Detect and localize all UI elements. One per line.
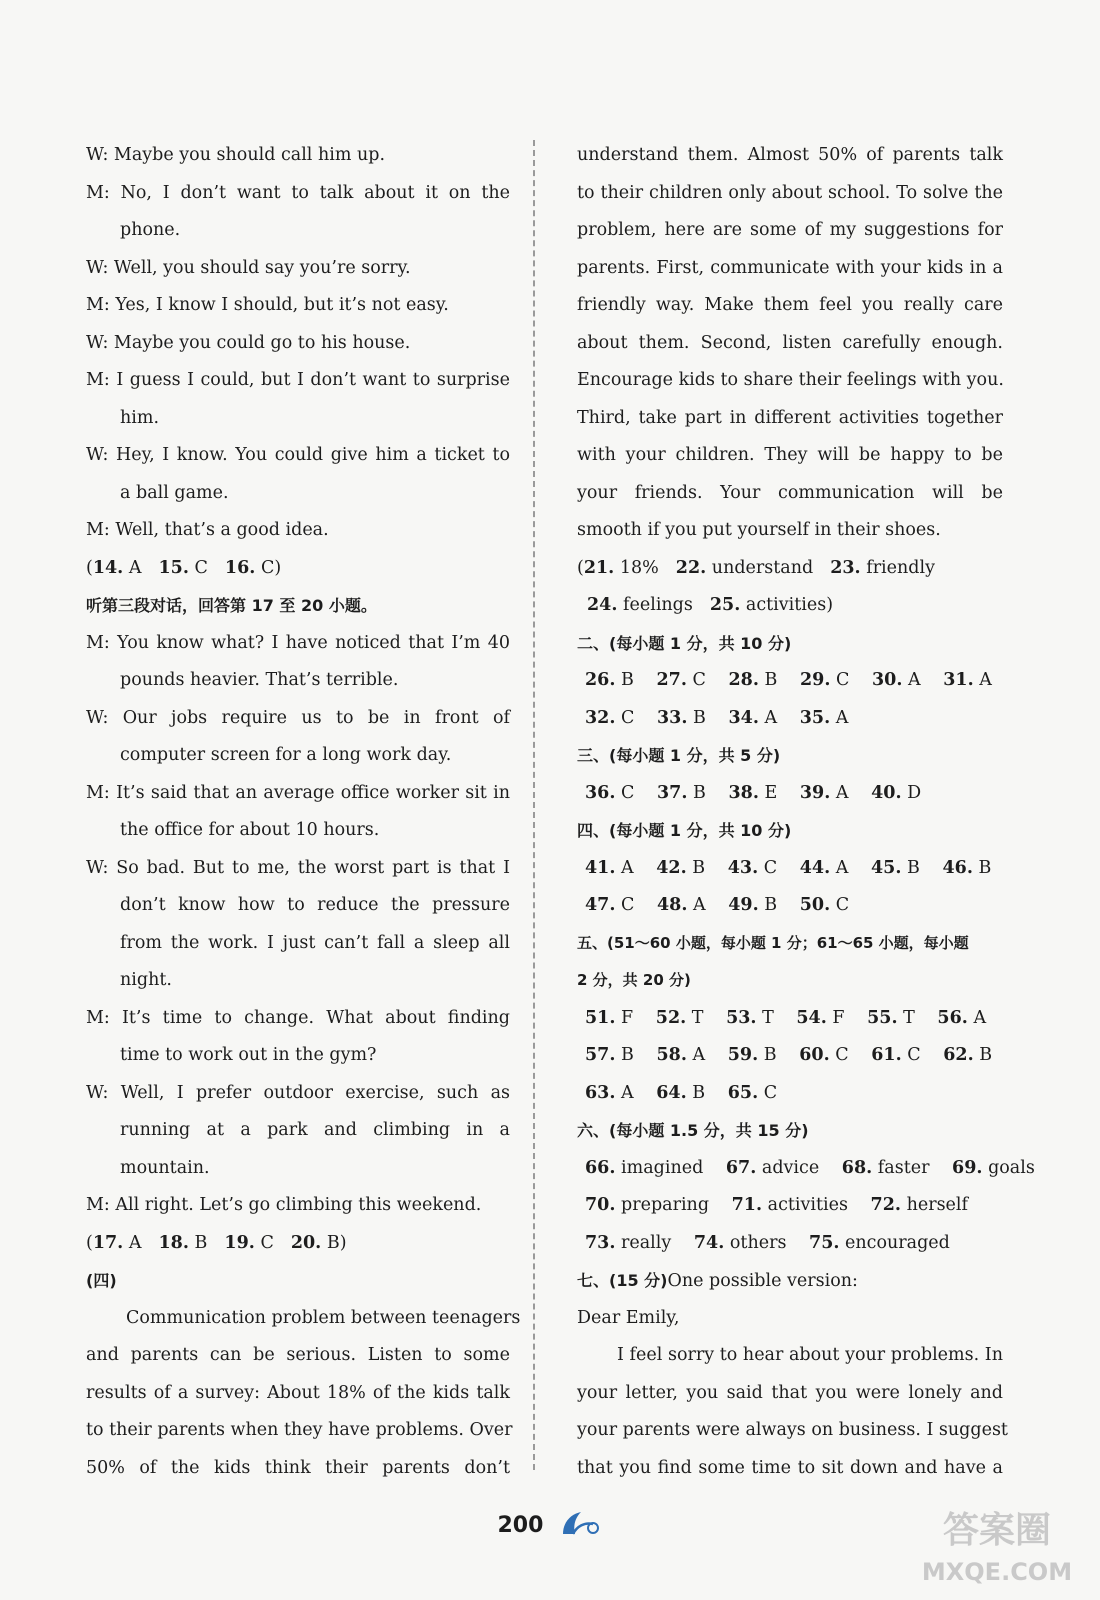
section-7-header: 七、(15 分)One possible version:	[577, 1271, 858, 1291]
dialogue-line: from the work. I just can’t fall a sleep all	[120, 932, 510, 953]
answer-item: 66. imagined	[585, 1157, 704, 1178]
dialogue-line: mountain.	[120, 1157, 210, 1178]
answer-item: 28. B	[728, 670, 778, 690]
answer-item: 65. C	[727, 1082, 778, 1103]
answer-item: 14. A	[92, 557, 142, 578]
answer-item: 52. T	[655, 1007, 704, 1028]
answer-item: 51. F	[585, 1007, 634, 1028]
answer-item: 49. B	[728, 895, 778, 915]
dialogue-line: M: No, I don’t want to talk about it on the	[86, 182, 510, 203]
answer-item: 63. A	[585, 1082, 634, 1103]
answer-row	[577, 700, 1003, 738]
answer-item: 35. A	[799, 707, 849, 728]
answer-row	[577, 850, 1003, 888]
answer-item: 19. C	[224, 1232, 274, 1253]
dialogue-line: W: So bad. But to me, the worst part is that I	[86, 857, 510, 878]
watermark-site: MXQE.COM	[921, 1558, 1073, 1586]
answer-item: 21. 18%	[583, 557, 659, 578]
passage-line: 50% of the kids think their parents don’t	[86, 1457, 510, 1478]
section-3-header: 三、(每小题 1 分，共 5 分)	[577, 746, 781, 765]
answer-item: 40. D	[871, 782, 922, 803]
dialogue-line: W: Maybe you should call him up.	[86, 145, 386, 165]
dialogue-line: phone.	[120, 220, 181, 240]
letter-greeting: Dear Emily,	[577, 1307, 680, 1328]
section-2-header: 二、(每小题 1 分，共 10 分)	[577, 633, 792, 653]
answer-item: 34. A	[728, 707, 778, 728]
dialogue-line: time to work out in the gym?	[120, 1045, 377, 1065]
answer-item: 24. feelings	[587, 595, 693, 615]
passage-line: Encourage kids to share their feelings with you.	[577, 370, 1004, 390]
passage-line: Communication problem between teenagers	[126, 1307, 521, 1328]
answer-item: 57. B	[585, 1045, 634, 1065]
answer-item: 69. goals	[952, 1157, 1035, 1178]
answer-item: 36. C	[585, 782, 635, 803]
dialogue-line: W: Well, you should say you’re sorry.	[86, 257, 411, 278]
answer-item: 73. really	[585, 1232, 672, 1253]
dialogue-line: W: Our jobs require us to be in front of	[86, 707, 510, 728]
page-number: 200	[497, 1512, 544, 1538]
answer-item: 31. A	[943, 670, 992, 690]
answer-row	[577, 1075, 1003, 1113]
dialogue-line: the office for about 10 hours.	[120, 820, 380, 840]
passage-line: smooth if you put yourself in their shoes.	[577, 520, 941, 540]
answer-item: 30. A	[871, 670, 921, 690]
letter-line: that you find some time to sit down and have a	[577, 1457, 1003, 1478]
answer-item: 32. C	[585, 707, 635, 728]
answer-item: 39. A	[799, 782, 849, 803]
watermark	[908, 1500, 1086, 1590]
section-5-header: 五、(51～60 小题，每小题 1 分；61～65 小题，每小题	[577, 933, 969, 952]
answer-item: 44. A	[799, 857, 849, 878]
answer-item: 29. C	[799, 670, 850, 690]
answer-row	[577, 1150, 1035, 1188]
answer-row	[577, 887, 1003, 925]
answer-item: 53. T	[726, 1007, 774, 1028]
answer-row	[577, 1187, 1003, 1225]
dialogue-line: M: Yes, I know I should, but it’s not easy.	[86, 295, 449, 315]
answer-item: 74. others	[693, 1232, 787, 1253]
answer-row-14-16: (14. A 15. C 16. C)	[86, 557, 282, 578]
dialogue-line: M: You know what? I have noticed that I’m 40	[86, 632, 510, 653]
answer-item: 42. B	[656, 857, 706, 878]
dialogue-line: M: It’s time to change. What about finding	[86, 1007, 510, 1028]
answer-item: 46. B	[942, 857, 992, 878]
dialogue-line: M: I guess I could, but I don’t want to surprise	[86, 370, 510, 390]
passage-line: results of a survey: About 18% of the kids talk	[86, 1382, 510, 1403]
answer-row-21-23: (21. 18% 22. understand 23. friendly	[577, 557, 935, 578]
column-divider	[533, 140, 535, 1470]
answer-item: 70. preparing	[585, 1195, 710, 1215]
left-column	[86, 137, 521, 1487]
answer-row	[577, 1225, 1003, 1263]
dialogue-line: pounds heavier. That’s terrible.	[120, 670, 399, 690]
answer-row	[577, 1000, 1003, 1038]
answer-item: 58. A	[656, 1045, 706, 1065]
answer-item: 16. C	[224, 557, 275, 578]
section-6-header: 六、(每小题 1.5 分，共 15 分)	[577, 1121, 809, 1140]
dialogue-line: don’t know how to reduce the pressure	[120, 895, 510, 915]
answer-item: 22. understand	[675, 557, 814, 578]
answer-item: 17. A	[92, 1232, 142, 1253]
dialogue-line: W: Maybe you could go to his house.	[86, 332, 411, 353]
passage-line: your friends. Your communication will be	[577, 482, 1003, 503]
answer-item: 41. A	[585, 857, 634, 878]
dialogue-line: him.	[120, 407, 160, 428]
passage-line: Third, take part in different activities together	[577, 407, 1003, 428]
passage-line: to their parents when they have problems. Over	[86, 1420, 513, 1440]
answer-item: 38. E	[728, 782, 778, 803]
leaf-logo-icon	[559, 1508, 603, 1542]
answer-item: 59. B	[727, 1045, 777, 1065]
answer-item: 15. C	[158, 557, 208, 578]
section-4-header: 四、(每小题 1 分，共 10 分)	[577, 821, 792, 840]
dialogue-line: a ball game.	[120, 482, 229, 503]
answer-item: 75. encouraged	[809, 1232, 950, 1253]
passage-line: and parents can be serious. Listen to some	[86, 1345, 510, 1365]
letter-line: your parents were always on business. I suggest	[577, 1420, 1008, 1440]
dialogue-line: running at a park and climbing in a	[120, 1120, 510, 1140]
answer-item: 26. B	[585, 670, 634, 690]
answer-item: 72. herself	[870, 1195, 968, 1215]
dialogue-line: W: Hey, I know. You could give him a ticket to	[86, 445, 510, 465]
dialogue-line: night.	[120, 970, 172, 990]
answer-item: 68. faster	[841, 1157, 930, 1178]
letter-line: I feel sorry to hear about your problems. In	[617, 1345, 1003, 1365]
answer-item: 64. B	[656, 1082, 706, 1103]
answer-item: 25. activities	[709, 595, 827, 615]
answer-item: 56. A	[937, 1007, 987, 1028]
answer-item: 48. A	[657, 895, 706, 915]
answer-item: 43. C	[727, 857, 778, 878]
answer-item: 55. T	[867, 1007, 915, 1028]
dialogue-line: computer screen for a long work day.	[120, 745, 452, 765]
answer-item: 47. C	[585, 895, 635, 915]
answer-row-24-25: 24. feelings 25. activities)	[587, 595, 834, 615]
answer-item: 23. friendly	[830, 557, 935, 578]
passage-line: friendly way. Make them feel you really care	[577, 295, 1003, 315]
passage-line: problem, here are some of my suggestions for	[577, 220, 1003, 240]
answer-item: 45. B	[870, 857, 920, 878]
passage-line: to their children only about school. To solve the	[577, 182, 1003, 203]
watermark-chinese: 答案圈	[942, 1510, 1052, 1551]
answer-item: 18. B	[158, 1232, 208, 1253]
answer-row	[577, 1037, 1003, 1075]
dialogue-line: W: Well, I prefer outdoor exercise, such as	[86, 1082, 510, 1103]
passage-line: about them. Second, listen carefully enough.	[577, 332, 1003, 353]
answer-item: 33. B	[657, 707, 706, 728]
right-column	[577, 137, 1035, 1487]
passage-line: parents. First, communicate with your kids in a	[577, 257, 1003, 278]
passage-line: with your children. They will be happy to be	[577, 445, 1003, 465]
answer-item: 71. activities	[731, 1195, 848, 1215]
answer-item: 37. B	[657, 782, 706, 803]
part-four-label: (四)	[86, 1271, 117, 1290]
answer-item: 50. C	[799, 895, 850, 915]
section-intro: 听第三段对话，回答第 17 至 20 小题。	[86, 596, 377, 615]
answer-row	[577, 662, 1003, 700]
letter-line: your letter, you said that you were lonely and	[577, 1382, 1003, 1403]
answer-item: 54. F	[796, 1007, 845, 1028]
section-5-header-cont: 2 分，共 20 分)	[577, 971, 691, 989]
answer-item: 60. C	[799, 1045, 849, 1065]
answer-item: 20. B	[290, 1232, 340, 1253]
answer-row	[577, 775, 1003, 813]
answer-item: 61. C	[871, 1045, 921, 1065]
answer-item: 62. B	[943, 1045, 993, 1065]
answer-item: 27. C	[656, 670, 706, 690]
dialogue-line: M: Well, that’s a good idea.	[86, 520, 329, 540]
dialogue-line: M: All right. Let’s go climbing this weekend.	[86, 1195, 482, 1215]
dialogue-line: M: It’s said that an average office worker sit in	[86, 782, 510, 803]
answer-row-17-20: (17. A 18. B 19. C 20. B)	[86, 1232, 347, 1253]
answer-item: 67. advice	[725, 1157, 820, 1178]
passage-line: understand them. Almost 50% of parents talk	[577, 145, 1003, 165]
